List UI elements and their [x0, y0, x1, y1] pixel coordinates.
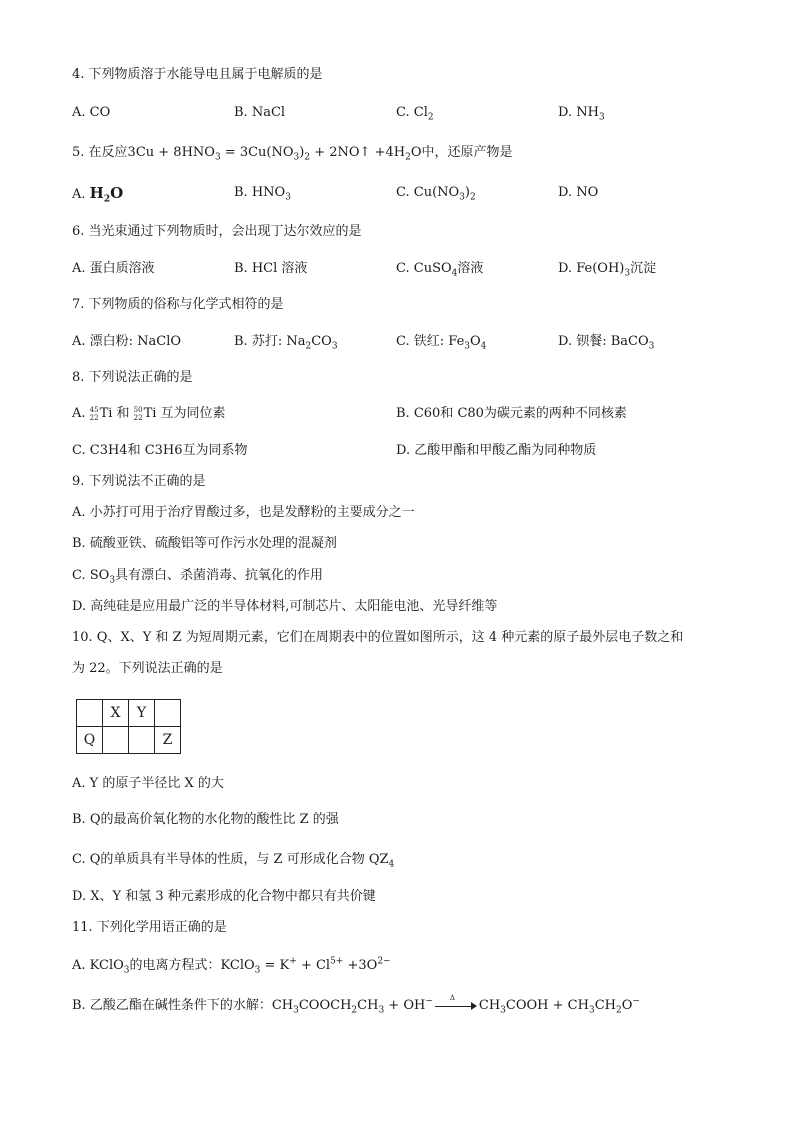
- q9-stem: 9. 下列说法不正确的是: [72, 474, 206, 489]
- grid-cell: [77, 700, 103, 727]
- q7-option-d: D. 钡餐: BaCO$_3$: [558, 334, 655, 352]
- grid-row: [77, 727, 181, 754]
- q11-option-b: B. 乙酸乙酯在碱性条件下的水解：$CH_3COOCH_2CH_3 + OH^-$ Δ $CH_3COOH + CH_3CH_2O^-$: [72, 993, 640, 1016]
- q9-option-a: A. 小苏打可用于治疗胃酸过多，也是发酵粉的主要成分之一: [72, 505, 415, 520]
- q5-stem: 5. 在反应$3Cu + 8HNO_3 = 3Cu(NO_3)_2$ + 2NO↑ $+4H_2O$中，还原产物是: [72, 145, 513, 163]
- q9-option-c: C. $SO_3$具有漂白、杀菌消毒、抗氧化的作用: [72, 568, 324, 586]
- q10-option-b: B. Q的最高价氧化物的水化物的酸性比 Z 的强: [72, 812, 339, 827]
- q6-stem: 6. 当光束通过下列物质时，会出现丁达尔效应的是: [72, 224, 362, 239]
- q7-stem: 7. 下列物质的俗称与化学式相符的是: [72, 297, 284, 312]
- q8-stem: 8. 下列说法正确的是: [72, 370, 193, 385]
- q8-option-d: D. 乙酸甲酯和甲酸乙酯为同种物质: [396, 443, 597, 458]
- q8-option-c: C. C3H4和 C3H6互为同系物: [72, 443, 248, 458]
- q5-option-c: C. $Cu(NO_3)_2$: [396, 185, 476, 203]
- q6-option-c: C. CuSO$_4$溶液: [396, 261, 484, 279]
- grid-cell: [103, 727, 129, 754]
- q6-option-d: D. $Fe(OH)_3$沉淀: [558, 261, 657, 279]
- grid-cell-x: X: [103, 700, 129, 727]
- grid-cell: [155, 700, 181, 727]
- q8-option-b: B. C60和 C80为碳元素的两种不同核素: [396, 406, 627, 421]
- q7-option-a: A. 漂白粉: NaClO: [72, 334, 182, 349]
- q9-option-b: B. 硫酸亚铁、硫酸铝等可作污水处理的混凝剂: [72, 536, 337, 551]
- q4-option-d: D. $NH_3$: [558, 105, 605, 123]
- periodic-table-grid: [76, 699, 181, 754]
- q5-option-a: A. $H_2O$: [72, 184, 124, 205]
- grid-cell-z: Z: [155, 727, 181, 754]
- reaction-arrow-icon: Δ: [435, 1001, 477, 1011]
- q11-stem: 11. 下列化学用语正确的是: [72, 920, 227, 935]
- grid-cell: [129, 727, 155, 754]
- grid-cell-q: Q: [77, 727, 103, 754]
- q5-option-d: D. NO: [558, 185, 599, 200]
- q8-option-a: A. 45 22Ti 和 50 22Ti 互为同位素: [72, 405, 226, 422]
- q10-option-a: A. Y 的原子半径比 X 的大: [72, 776, 224, 791]
- q7-option-c: C. 铁红: $Fe_3O_4$: [396, 334, 487, 352]
- q5-option-b: B. $HNO_3$: [234, 185, 291, 203]
- grid-row: [77, 700, 181, 727]
- q11-option-a: A. KClO$_3$的电离方程式：KClO$_3$ = $K^+ + Cl^{5+} +3O^{2-}$: [72, 956, 391, 976]
- q9-option-d: D. 高纯硅是应用最广泛的半导体材料,可制芯片、太阳能电池、光导纤维等: [72, 599, 498, 614]
- q6-option-b: B. HCl 溶液: [234, 261, 308, 276]
- q10-option-d: D. X、Y 和氢 3 种元素形成的化合物中都只有共价键: [72, 889, 376, 904]
- q4-stem: 4. 下列物质溶于水能导电且属于电解质的是: [72, 67, 323, 82]
- q10-stem-line2: 为 22。下列说法正确的是: [72, 661, 223, 676]
- q10-option-c: C. Q的单质具有半导体的性质，与 Z 可形成化合物 $QZ_4$: [72, 852, 395, 870]
- q6-option-a: A. 蛋白质溶液: [72, 261, 155, 276]
- q4-option-c: C. $Cl_2$: [396, 105, 434, 123]
- grid-cell-y: Y: [129, 700, 155, 727]
- q4-option-a: A. CO: [72, 105, 111, 120]
- q4-option-b: B. NaCl: [234, 105, 286, 120]
- q7-option-b: B. 苏打: $Na_2CO_3$: [234, 334, 338, 352]
- q10-stem-line1: 10. Q、X、Y 和 Z 为短周期元素，它们在周期表中的位置如图所示，这 4 种元素的原子最外层电子数之和: [72, 630, 684, 645]
